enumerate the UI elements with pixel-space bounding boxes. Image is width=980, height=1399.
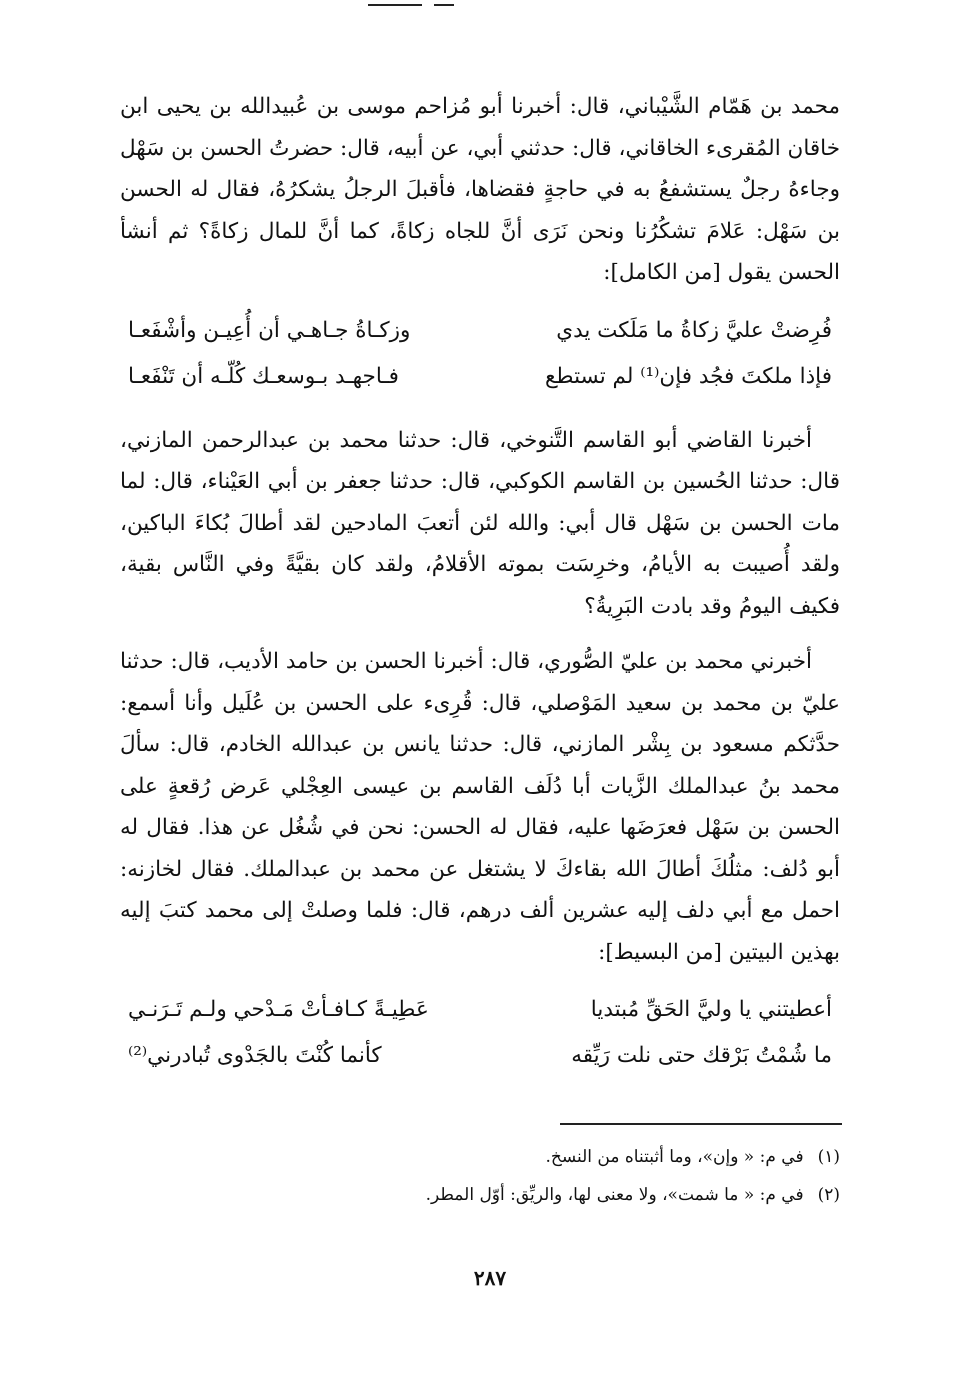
paragraph-1: محمد بن هَمّام الشَّيْباني، قال: أخبرنا أبو مُزاحم موسى بن عُبيدالله بن يحيى ابن خاقان المُقرىء الخاقاني، قال: حدثني أبي، عن أبيه، قال: حضرتُ الحسن بن سَهْل وجاءهُ رجلٌ يستشفعُ به في حاجةٍ فقضاها، فأقبلَ الرجلُ يشكرُهُ، فقال له الحسن بن سَهْل: عَلامَ تشكُرُنا ونحن نَرَى أنَّ للجاه زكاةً، كما أنَّ للمال زكاةً؟ ثم أنشأ الحسن يقول [من الكامل]: [120, 94, 840, 285]
verse-block-2 [120, 987, 840, 1079]
verse-first-hemistich: ما شُمْتُ بَرْقك حتى نلت رَيِّقه [571, 1043, 832, 1068]
footnote-number: (٢) [817, 1185, 840, 1205]
verse-first-hemistich: أعطيتني يا وليَّ الحَقِّ مُبتديا [590, 997, 832, 1022]
verse-second-hemistich: فـاجهـد بـوسعـك كُلّـه أن تَنْفَعـا [128, 363, 399, 389]
verse-first-hemistich: فإذا ملكتَ فجُد فإن⁽¹⁾ لم تستطع [544, 363, 832, 389]
footnote-number: (١) [817, 1147, 840, 1167]
footnote-divider [560, 1123, 842, 1125]
paragraph-3: أخبرني محمد بن عليّ الصُّوري، قال: أخبرنا الحسن بن حامد الأديب، قال: حدثنا عليّ بن محمد بن سعيد المَوْصلي، قال: قُرِىء على الحسن بن عُلَيل وأنا أسمع: حدَّثكم مسعود بن بِشْر المازني، قال: حدثنا يانس بن عبدالله الخادم، قال: سألَ محمد بنُ عبدالملك الزَّيات أبا دُلَف القاسم بن عيسى العِجْلي عَرض رُقعةٍ على الحسن بن سَهْل فعرَضَها عليه، فقال له الحسن: نحن في شُغُل عن هذا. فقال له أبو دُلف: مثلُكَ أطالَ الله بقاءكَ لا يشتغل عن محمد بن عبدالملك. فقال لخازنه: احمل مع أبي دلف إليه عشرين ألف درهم، قال: فلما وصلتْ إلى محمد كتبَ إليه بهذين البيتين [من البسيط]: [120, 649, 840, 965]
header-rule-short [434, 4, 454, 6]
verse-line [120, 987, 840, 1033]
header-mark [368, 4, 454, 14]
header-rule [368, 4, 422, 6]
page-number: ٢٨٧ [473, 1266, 507, 1290]
footnote-text: في م: « وإن»، وما أثبتناه من النسخ. [545, 1147, 804, 1167]
verse-line [120, 1033, 840, 1079]
verse-first-hemistich: فُرِضتْ عليَّ زكاةُ ما مَلَكت يدي [556, 317, 832, 343]
verse-block-1 [120, 308, 840, 400]
verse-line [120, 308, 840, 354]
page-body [120, 86, 840, 1099]
verse-line [120, 354, 840, 400]
paragraph-2: أخبرنا القاضي أبو القاسم التَّنوخي، قال: حدثنا محمد بن عبدالرحمن المازني، قال: حدثنا الحُسين بن القاسم الكوكبي، قال: حدثنا جعفر بن أبي العَيْناء، قال: لما مات الحسن بن سَهْل قال أبي: والله لئن أتعبَ المادحين لقد أطالَ بُكاءَ الباكين، ولقد أُصيبت به الأيامُ، وخرِسَت بموته الأقلامُ، ولقد كان بقيَّةً وفي النَّاس بقية، فكيف اليومُ وقد بادت البَرِيةُ؟ [120, 427, 840, 619]
verse-second-hemistich: كأنما كُنْتَ بالجَدْوى تُبادرني⁽²⁾ [128, 1043, 382, 1068]
footnotes [120, 1138, 840, 1214]
verse-second-hemistich: وزكـاةُ جـاهـي أن أُعِيـن وأشْفَعـا [128, 317, 411, 343]
footnote-2 [120, 1176, 840, 1214]
verse-second-hemistich: عَطِيـةً كـافـأتْ مَـدْحي ولـم تَـرَنـي [128, 997, 429, 1022]
footnote-1 [120, 1138, 840, 1176]
footnote-text: في م: « ما شمت»، ولا معنى لها، والريِّق: أوّل المطر. [425, 1185, 804, 1205]
